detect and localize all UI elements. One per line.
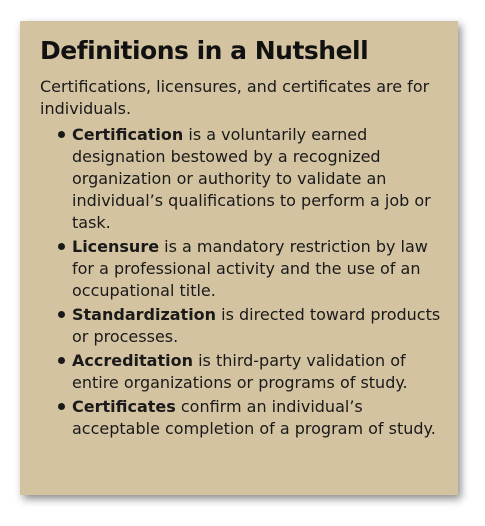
bullet-icon xyxy=(58,403,65,410)
definition-item-licensure xyxy=(58,236,444,302)
definition-list xyxy=(40,124,444,440)
sidebar-intro: Certifications, licensures, and certificates are for individuals. xyxy=(40,77,430,119)
definition-text: is third-party validation of entire organizations or programs of study. xyxy=(72,351,408,393)
definition-item-standardization xyxy=(58,304,444,348)
bullet-icon xyxy=(58,357,65,364)
definition-text: is a mandatory restriction by law for a professional activity and the use of an occupational title. xyxy=(72,237,428,301)
definition-term: Accreditation xyxy=(72,351,193,371)
definition-item-accreditation xyxy=(58,350,444,394)
definition-text: is a voluntarily earned designation bestowed by a recognized organization or authority to validate an individual’s qualifications to perform a job or task. xyxy=(72,125,431,233)
bullet-icon xyxy=(58,243,65,250)
bullet-icon xyxy=(58,311,65,318)
definitions-sidebar xyxy=(20,21,458,495)
sidebar-title: Definitions in a Nutshell xyxy=(40,36,369,65)
definition-term: Certification xyxy=(72,125,184,145)
bullet-icon xyxy=(58,131,65,138)
definition-term: Standardization xyxy=(72,305,217,325)
definition-term: Licensure xyxy=(72,237,160,257)
definition-item-certificates xyxy=(58,396,444,440)
definition-item-certification xyxy=(58,124,444,234)
definition-text: is directed toward products or processes. xyxy=(72,305,441,347)
definition-term: Certificates xyxy=(72,397,176,417)
definition-text: confirm an individual’s acceptable completion of a program of study. xyxy=(72,397,436,439)
